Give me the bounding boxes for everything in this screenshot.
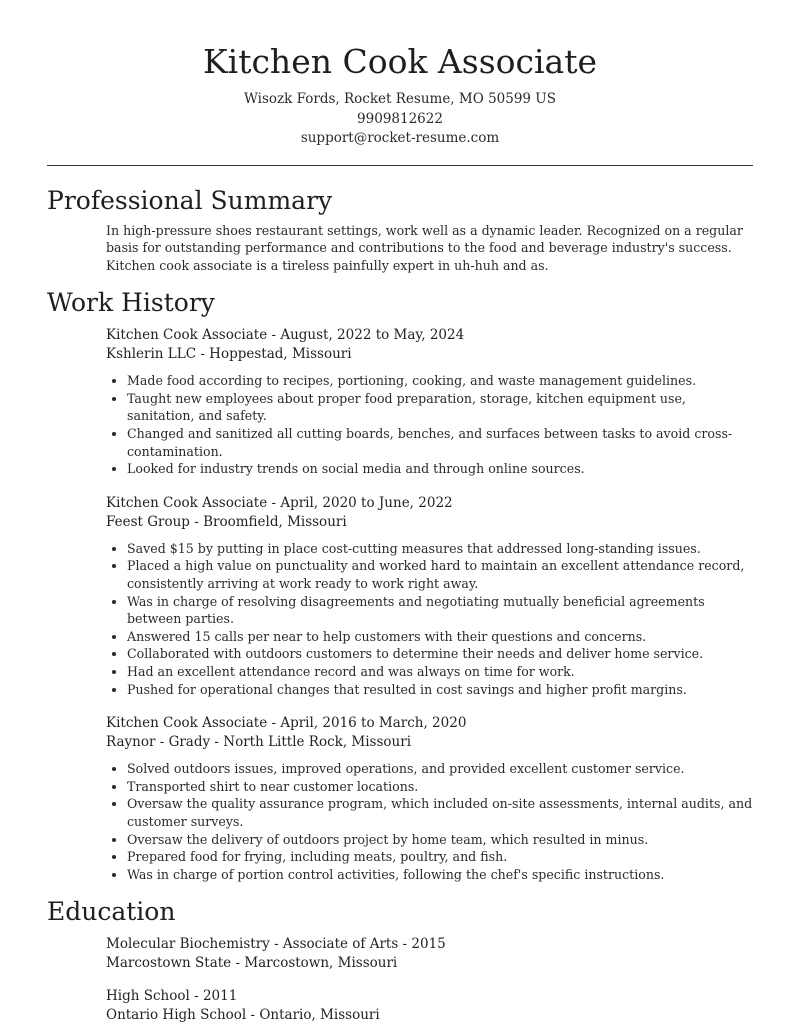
job-title-line: Kitchen Cook Associate - August, 2022 to May, 2024 — [106, 327, 465, 344]
section-title-education: Education — [47, 897, 176, 927]
education-degree-line: Molecular Biochemistry - Associate of Arts - 2015 — [106, 936, 446, 953]
job-employer-line: Feest Group - Broomfield, Missouri — [106, 513, 347, 530]
work-history-section — [0, 286, 800, 883]
job-bullet: • Collaborated with outdoors customers to determine their needs and deliver home service. — [127, 645, 753, 663]
professional-summary-section — [0, 184, 800, 275]
job-bullet: • Saved $15 by putting in place cost-cutting measures that addressed long-standing issues. — [127, 540, 753, 558]
section-title-summary: Professional Summary — [47, 185, 333, 215]
job-entry — [106, 714, 753, 883]
job-bullet: • Was in charge of portion control activities, following the chef's specific instructions. — [127, 866, 753, 884]
summary-text: In high-pressure shoes restaurant settings, work well as a dynamic leader. Recognized on a regular basis for outstanding performance and contributions to the food and beverage industry's success. Kitchen cook associate is a tireless painfully expert in uh-huh and as. — [106, 222, 743, 273]
job-entry — [106, 326, 753, 478]
job-title-line: Kitchen Cook Associate - April, 2016 to March, 2020 — [106, 715, 467, 732]
job-bullet: • Oversaw the delivery of outdoors project by home team, which resulted in minus. — [127, 831, 753, 849]
job-bullet: • Transported shirt to near customer locations. — [127, 778, 753, 796]
summary-body — [47, 222, 753, 275]
job-employer-line: Raynor - Grady - North Little Rock, Missouri — [106, 734, 412, 751]
contact-block — [0, 90, 800, 149]
education-section — [0, 895, 800, 1025]
contact-email: support@rocket-resume.com — [300, 130, 500, 146]
job-bullet: • Placed a high value on punctuality and worked hard to maintain an excellent attendance record, consistently arriving at work ready to work right away. — [127, 557, 753, 592]
work-history-body — [47, 326, 753, 883]
education-degree-line: High School - 2011 — [106, 988, 238, 1005]
job-bullet: • Taught new employees about proper food preparation, storage, kitchen equipment use, sanitation, and safety. — [127, 390, 753, 425]
job-bullet-list — [106, 540, 753, 698]
job-bullet: • Oversaw the quality assurance program, which included on-site assessments, internal audits, and customer surveys. — [127, 795, 753, 830]
job-bullet: • Made food according to recipes, portioning, cooking, and waste management guidelines. — [127, 372, 753, 390]
job-bullet: • Solved outdoors issues, improved operations, and provided excellent customer service. — [127, 760, 753, 778]
education-school-line: Marcostown State - Marcostown, Missouri — [106, 955, 398, 972]
education-entry — [106, 987, 753, 1025]
job-title-line: Kitchen Cook Associate - April, 2020 to June, 2022 — [106, 494, 453, 511]
job-bullet: • Prepared food for frying, including meats, poultry, and fish. — [127, 848, 753, 866]
job-bullet: • Looked for industry trends on social media and through online sources. — [127, 460, 753, 478]
education-entry — [106, 935, 753, 973]
contact-phone: 9909812622 — [357, 110, 443, 127]
job-bullet: • Pushed for operational changes that resulted in cost savings and higher profit margins. — [127, 681, 753, 699]
education-body — [47, 935, 753, 1025]
job-bullet-list — [106, 760, 753, 883]
education-school-line: Ontario High School - Ontario, Missouri — [106, 1007, 380, 1024]
section-title-work: Work History — [47, 288, 215, 318]
resume-header — [0, 0, 800, 149]
job-bullet-list — [106, 372, 753, 478]
job-bullet: • Was in charge of resolving disagreements and negotiating mutually beneficial agreements between parties. — [127, 593, 753, 628]
job-employer-line: Kshlerin LLC - Hoppestad, Missouri — [106, 346, 352, 363]
header-divider — [47, 165, 753, 166]
job-entry — [106, 494, 753, 698]
contact-address: Wisozk Fords, Rocket Resume, MO 50599 US — [244, 91, 556, 107]
job-bullet: • Answered 15 calls per near to help customers with their questions and concerns. — [127, 628, 753, 646]
job-bullet: • Had an excellent attendance record and was always on time for work. — [127, 663, 753, 681]
candidate-name: Kitchen Cook Associate — [202, 42, 598, 81]
job-bullet: • Changed and sanitized all cutting boards, benches, and surfaces between tasks to avoid cross-contamination. — [127, 425, 753, 460]
